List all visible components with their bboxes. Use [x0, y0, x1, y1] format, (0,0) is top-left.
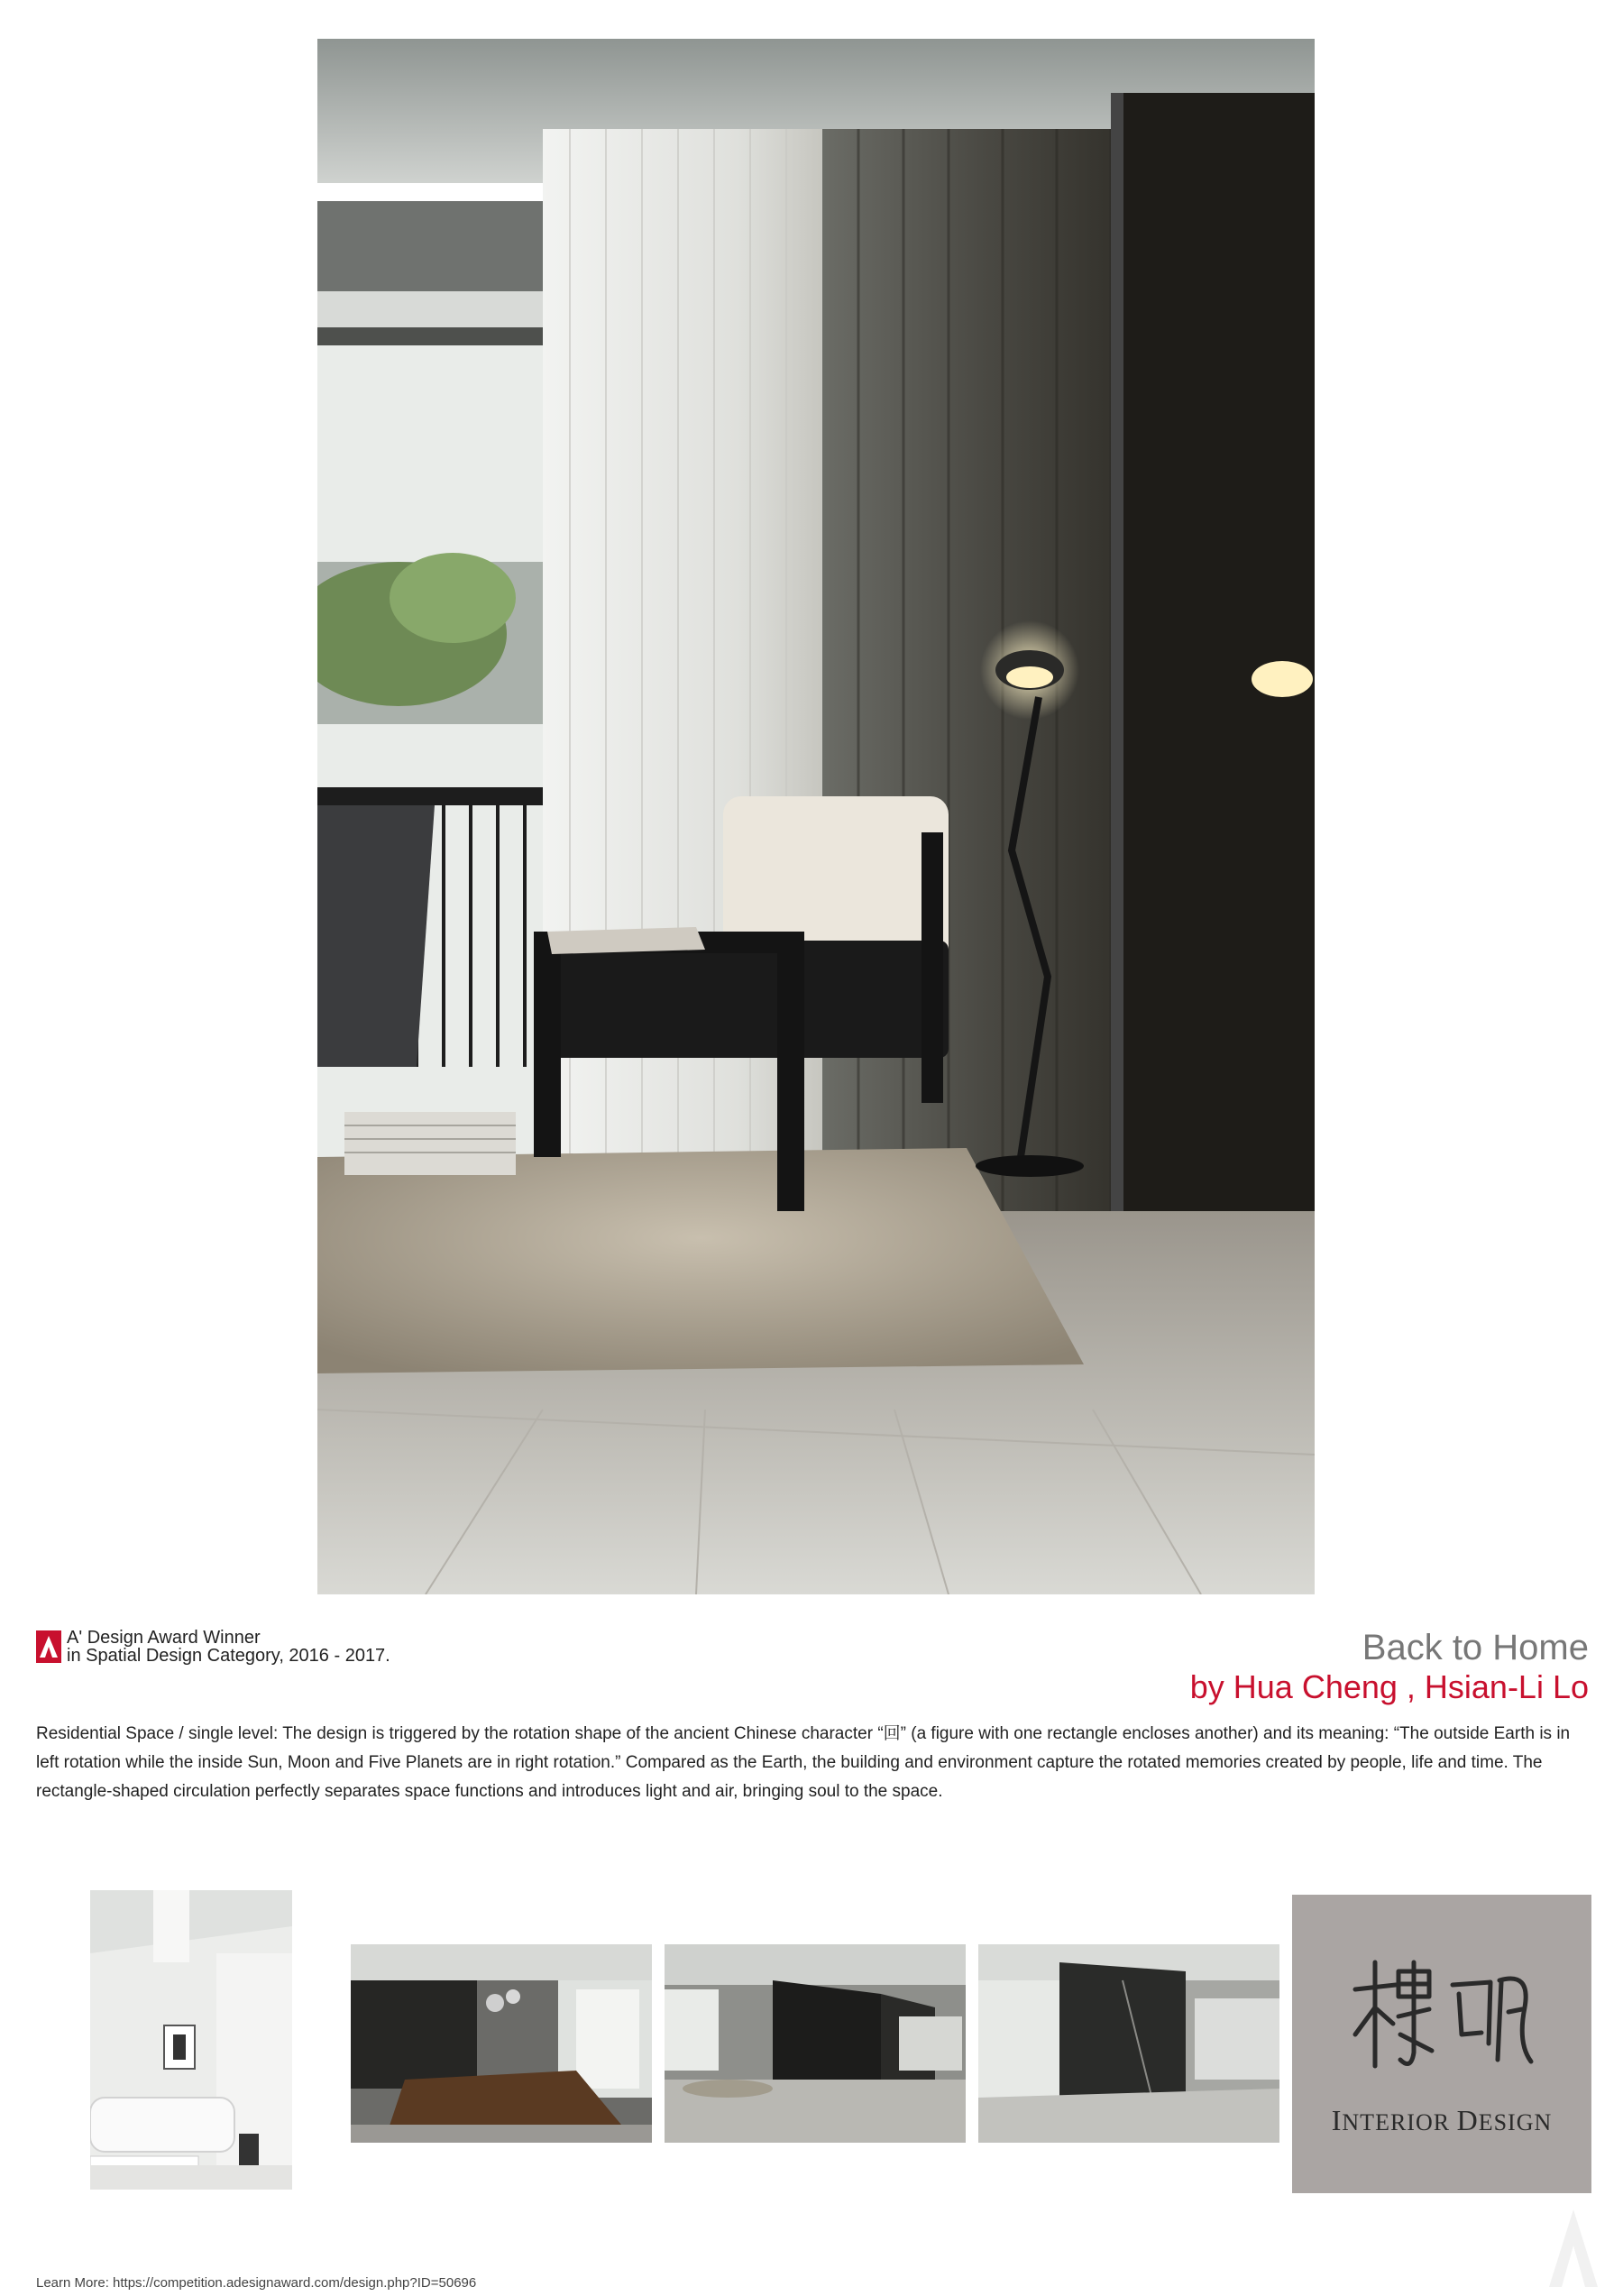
project-author: by Hua Cheng , Hsian-Li Lo	[1189, 1668, 1589, 1705]
calligraphy-mark-icon	[1346, 1944, 1536, 2080]
brand-label	[1292, 2104, 1591, 2137]
brand-label-word2: ESIGN	[1478, 2109, 1553, 2135]
brand-label-initial2: D	[1456, 2104, 1479, 2136]
award-category: in Spatial Design Category, 2016 - 2017.	[67, 1646, 390, 1666]
project-heading	[1190, 1628, 1589, 1707]
designer-logo	[1292, 1895, 1591, 2193]
award-watermark-icon	[1542, 2200, 1605, 2296]
learn-more-link[interactable]: Learn More: https://competition.adesignaward.com/design.php?ID=50696	[36, 2275, 477, 2291]
brand-label-initial: I	[1331, 2104, 1343, 2136]
thumbnail-dining-room	[351, 1944, 652, 2143]
thumbnail-living-room	[90, 1890, 292, 2190]
award-logo-icon	[36, 1630, 61, 1663]
project-description: Residential Space / single level: The design is triggered by the rotation shape of the ancient Chinese character “回” (a figure with one rectangle encloses another) and its meaning: “The outside Earth is in left rotation while the inside Sun, Moon and Five Planets are in right rotation.” Compared as the Earth, the building and environment capture the rotated memories created by people, life and time. The rectangle-shaped circulation perfectly separates space functions and introduces light and air, bringing soul to the space.	[36, 1724, 1571, 1801]
hero-photo	[317, 39, 1315, 1594]
thumbnail-hallway	[665, 1944, 966, 2143]
brand-label-word1: NTERIOR	[1342, 2109, 1457, 2135]
project-title: Back to Home	[1362, 1628, 1589, 1667]
thumbnail-corridor	[978, 1944, 1279, 2143]
award-title: A' Design Award Winner	[67, 1628, 261, 1648]
